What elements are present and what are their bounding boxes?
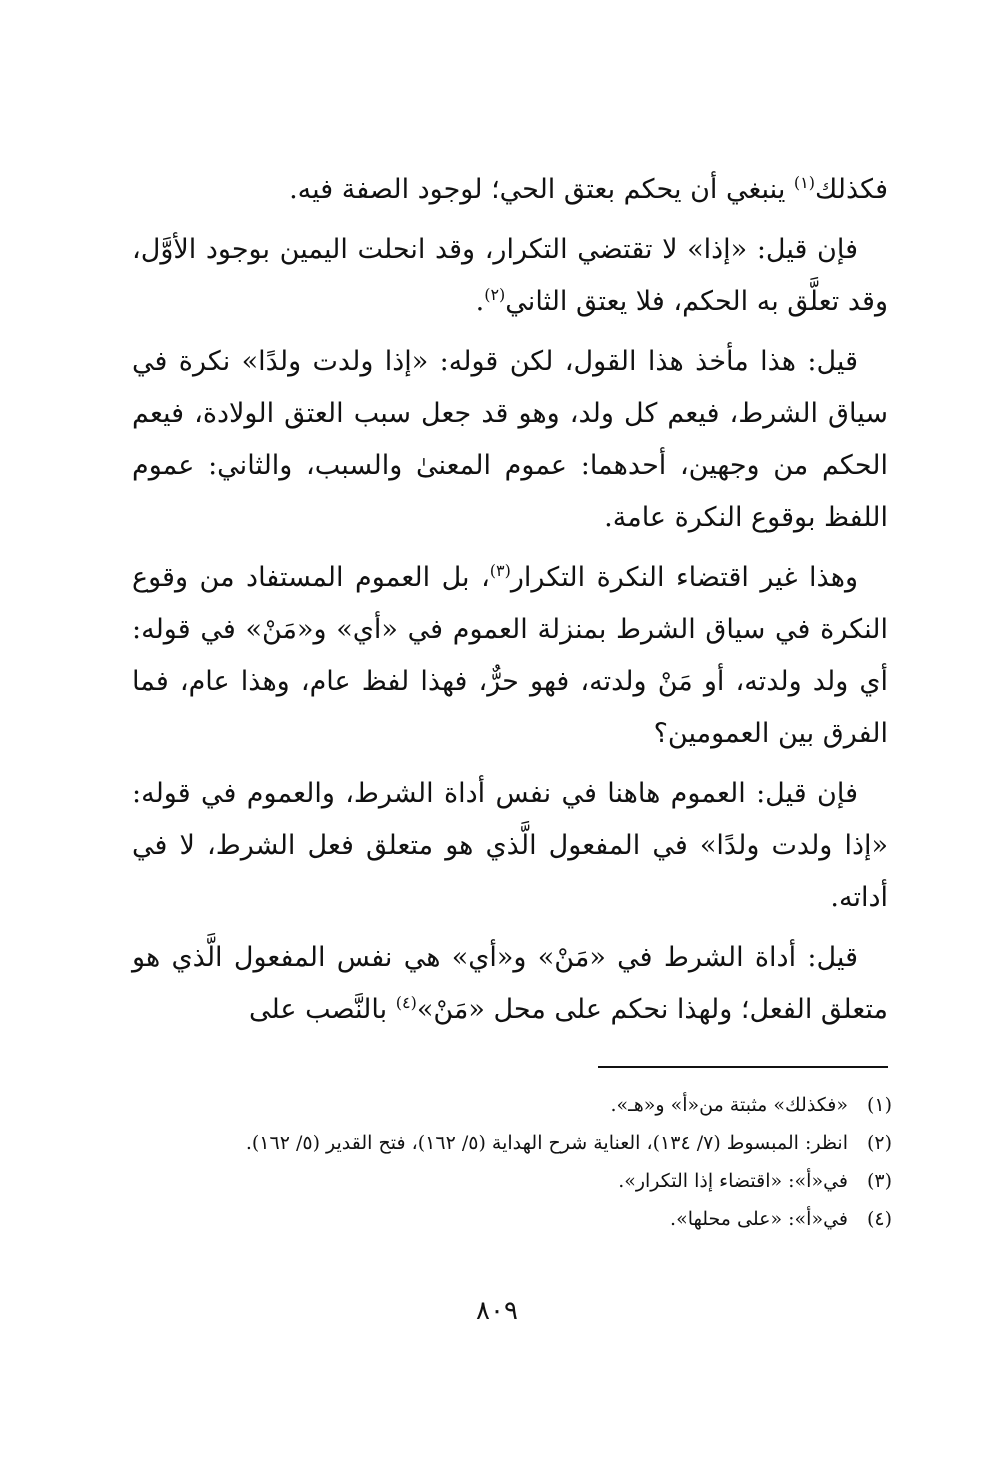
footnote-text: انظر: المبسوط (٧/ ١٣٤)، العناية شرح الهداية (٥/ ١٦٢)، فتح القدير (٥/ ١٦٢). [245, 1132, 848, 1154]
footnotes [126, 1090, 892, 1242]
footnote-ref-1: (١) [793, 173, 816, 192]
footnote-2 [126, 1128, 892, 1158]
paragraph-1-text-b: ينبغي أن يحكم بعتق الحي؛ لوجود الصفة فيه. [289, 174, 794, 205]
footnote-number: (١) [866, 1094, 892, 1116]
paragraph-6 [132, 932, 888, 1036]
footnote-separator [598, 1066, 888, 1068]
paragraph-2-text-b: . [475, 286, 485, 317]
main-text [132, 164, 888, 1040]
paragraph-4-text-b: ، بل العموم المستفاد من وقوع النكرة في سياق الشرط بمنزلة العموم في «أي» و«مَنْ» في قوله: أي ولد ولدته، أو مَنْ ولدته، فهو حرٌّ، فهذا لفظ عام، وهذا عام، فما الفرق بين العمومين؟ [132, 562, 888, 749]
paragraph-1-text-a: فكذلك [815, 174, 888, 205]
paragraph-4 [132, 552, 888, 760]
paragraph-3-text: قيل: هذا مأخذ هذا القول، لكن قوله: «إذا ولدت ولدًا» نكرة في سياق الشرط، فيعم كل ولد، وهو قد جعل سبب العتق الولادة، فيعم الحكم من وجهين، أحدهما: عموم المعنىٰ والسبب، والثاني: عموم اللفظ بوقوع النكرة عامة. [132, 346, 888, 533]
paragraph-4-text-a: وهذا غير اقتضاء النكرة التكرار [510, 562, 858, 593]
footnote-number: (٣) [866, 1170, 892, 1192]
paragraph-2-text-a: فإن قيل: «إذا» لا تقتضي التكرار، وقد انحلت اليمين بوجود الأوَّل، وقد تعلَّق به الحكم، فلا يعتق الثاني [132, 234, 888, 317]
footnote-ref-3: (٣) [489, 561, 511, 580]
footnote-ref-4: (٤) [395, 993, 417, 1012]
paragraph-2 [132, 224, 888, 328]
footnote-ref-2: (٢) [484, 285, 506, 304]
footnote-text: «فكذلك» مثبتة من«أ» و«هـ». [610, 1094, 848, 1116]
paragraph-6-text-a: قيل: أداة الشرط في «مَنْ» و«أي» هي نفس المفعول الَّذي هو متعلق الفعل؛ ولهذا نحكم على محل «مَنْ» [132, 942, 888, 1025]
footnote-number: (٤) [866, 1208, 892, 1230]
footnote-text: في«أ»: «اقتضاء إذا التكرار». [618, 1170, 848, 1192]
paragraph-5-text: فإن قيل: العموم هاهنا في نفس أداة الشرط، والعموم في قوله: «إذا ولدت ولدًا» في المفعول الَّذي هو متعلق فعل الشرط، لا في أداته. [132, 778, 888, 913]
footnote-1 [126, 1090, 892, 1120]
paragraph-5 [132, 768, 888, 924]
paragraph-6-text-b: بالنَّصب على [248, 994, 396, 1025]
footnote-number: (٢) [866, 1132, 892, 1154]
footnote-3 [126, 1166, 892, 1196]
paragraph-3 [132, 336, 888, 544]
paragraph-1 [132, 164, 888, 216]
footnote-4 [126, 1204, 892, 1234]
footnote-text: في«أ»: «على محلها». [670, 1208, 848, 1230]
page-number: ٨٠٩ [476, 1296, 518, 1326]
